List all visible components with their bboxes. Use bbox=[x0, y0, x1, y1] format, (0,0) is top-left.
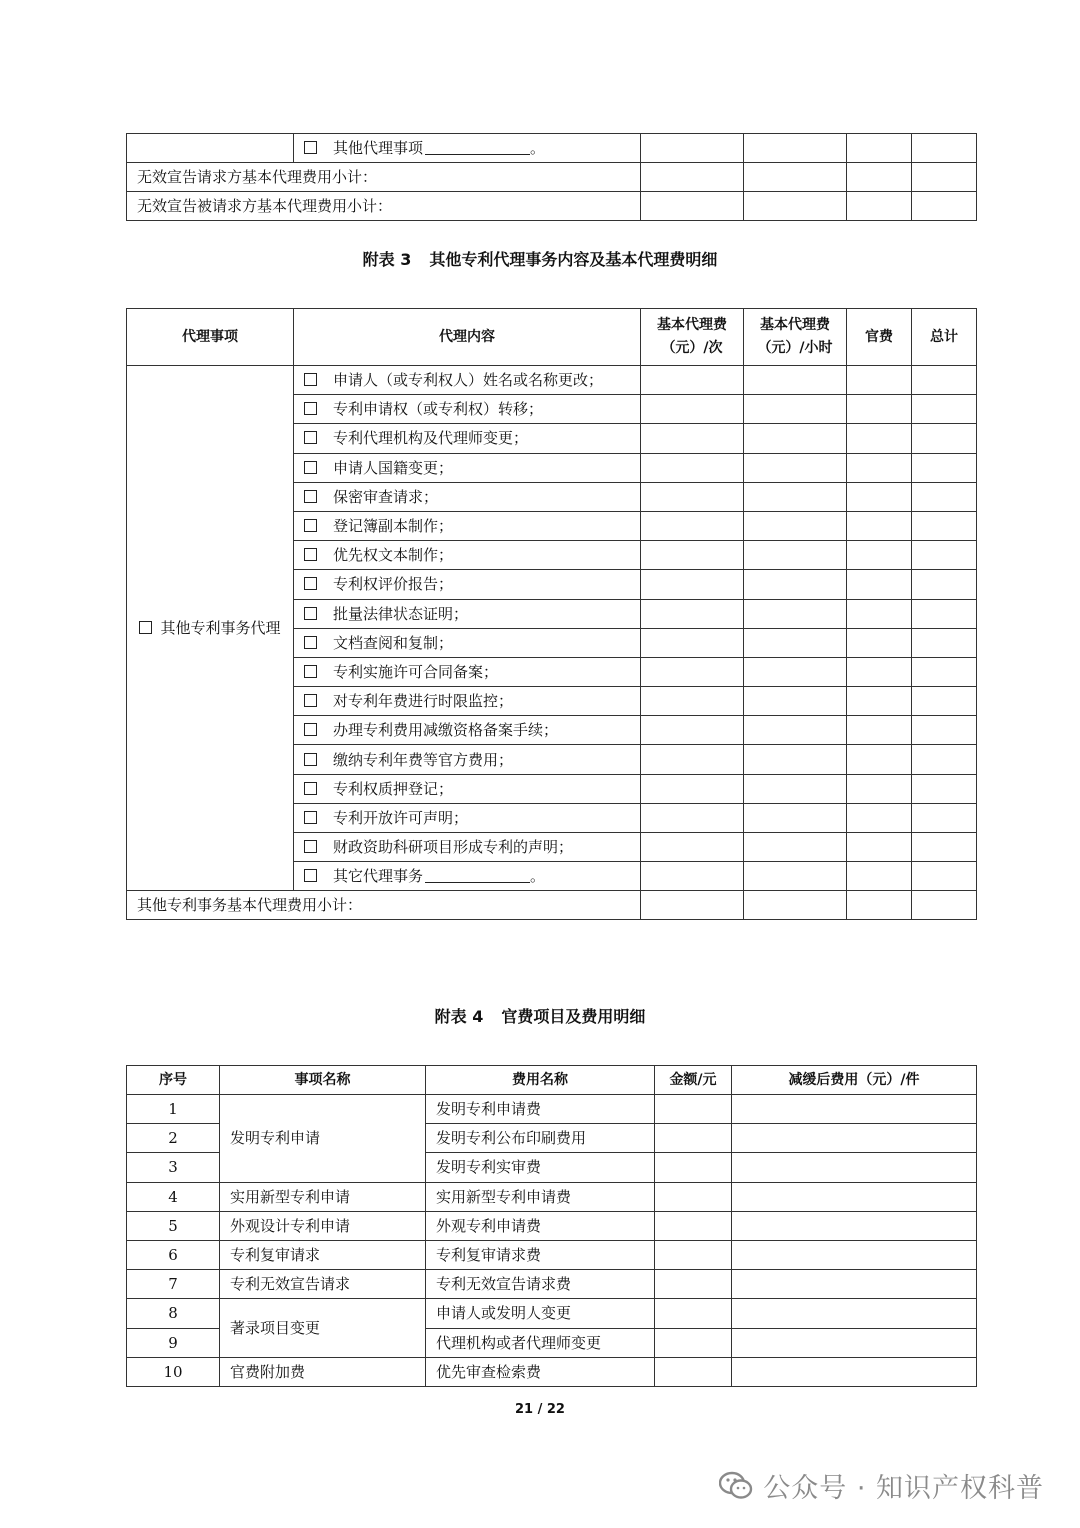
service-item-label: 其它代理事务 bbox=[333, 867, 424, 886]
fill-blank[interactable] bbox=[425, 140, 530, 155]
fee-cell bbox=[641, 687, 744, 716]
checkbox-icon[interactable] bbox=[304, 723, 317, 736]
fee-cell bbox=[912, 628, 977, 657]
wechat-icon bbox=[719, 1471, 753, 1501]
service-item-cell bbox=[294, 482, 641, 511]
seq-cell: 7 bbox=[127, 1270, 220, 1299]
checkbox-icon[interactable] bbox=[304, 519, 317, 532]
fee-cell bbox=[744, 774, 847, 803]
fee-cell bbox=[641, 833, 744, 862]
fee-name-cell: 外观专利申请费 bbox=[426, 1211, 655, 1240]
table-row bbox=[127, 1211, 977, 1240]
amount-cell bbox=[655, 1328, 732, 1357]
fee-cell bbox=[641, 453, 744, 482]
checkbox-icon[interactable] bbox=[304, 753, 317, 766]
service-item-label: 批量法律状态证明； bbox=[333, 604, 469, 623]
fee-cell bbox=[912, 570, 977, 599]
checkbox-icon[interactable] bbox=[304, 840, 317, 853]
checkbox-icon[interactable] bbox=[304, 490, 317, 503]
fee-cell bbox=[847, 599, 912, 628]
amount-cell bbox=[655, 1153, 732, 1182]
fee-cell bbox=[744, 366, 847, 395]
fee-cell bbox=[912, 774, 977, 803]
table4-official-fees bbox=[126, 1065, 977, 1387]
fee-cell bbox=[744, 570, 847, 599]
table-row bbox=[127, 1182, 977, 1211]
reduced-fee-cell bbox=[732, 1124, 977, 1153]
fee-cell bbox=[847, 687, 912, 716]
fee-cell bbox=[641, 774, 744, 803]
service-item-label: 缴纳专利年费等官方费用； bbox=[333, 750, 514, 769]
service-item-label: 财政资助科研项目形成专利的声明； bbox=[333, 838, 574, 857]
fee-cell bbox=[847, 657, 912, 686]
fee-cell bbox=[912, 862, 977, 891]
fee-cell bbox=[847, 482, 912, 511]
fee-cell bbox=[641, 511, 744, 540]
page-number: 21 / 22 bbox=[515, 1402, 565, 1417]
fee-cell bbox=[847, 745, 912, 774]
watermark: 公众号 · 知识产权科普 bbox=[719, 1466, 1044, 1505]
matter-cell: 官费附加费 bbox=[220, 1357, 426, 1386]
amount-cell bbox=[655, 1182, 732, 1211]
requester-subtotal-label: 无效宣告请求方基本代理费用小计： bbox=[127, 163, 641, 192]
fee-cell bbox=[744, 395, 847, 424]
checkbox-icon[interactable] bbox=[304, 665, 317, 678]
fee-cell bbox=[912, 599, 977, 628]
header-service-content: 代理内容 bbox=[294, 309, 641, 366]
fee-cell bbox=[847, 511, 912, 540]
fee-cell bbox=[641, 657, 744, 686]
service-item-label: 申请人（或专利权人）姓名或名称更改； bbox=[333, 371, 604, 390]
service-item-cell bbox=[294, 511, 641, 540]
category-label: 其他专利事务代理 bbox=[160, 618, 281, 637]
fee-cell bbox=[912, 657, 977, 686]
table-row bbox=[127, 134, 977, 163]
fee-cell bbox=[641, 366, 744, 395]
header-fee-per-hour: 基本代理费 （元）/小时 bbox=[744, 309, 847, 366]
fee-cell bbox=[641, 570, 744, 599]
checkbox-icon[interactable] bbox=[304, 402, 317, 415]
fee-cell bbox=[744, 628, 847, 657]
service-item-cell: 其它代理事务 。 bbox=[294, 862, 641, 891]
matter-cell: 专利无效宣告请求 bbox=[220, 1270, 426, 1299]
fee-cell bbox=[744, 599, 847, 628]
fee-cell bbox=[912, 833, 977, 862]
fee-cell bbox=[912, 395, 977, 424]
fee-cell bbox=[744, 453, 847, 482]
fee-name-cell: 申请人或发明人变更 bbox=[426, 1299, 655, 1328]
table-row bbox=[127, 1299, 977, 1328]
service-item-label: 申请人国籍变更； bbox=[333, 458, 454, 477]
header-fee-name: 费用名称 bbox=[426, 1066, 655, 1095]
table-header-row bbox=[127, 1066, 977, 1095]
seq-cell: 9 bbox=[127, 1328, 220, 1357]
table4-title: 附表 4 官费项目及费用明细 bbox=[434, 1007, 646, 1026]
reduced-fee-cell bbox=[732, 1270, 977, 1299]
checkbox-icon[interactable] bbox=[304, 636, 317, 649]
fee-cell bbox=[912, 453, 977, 482]
fee-cell bbox=[641, 628, 744, 657]
fee-cell bbox=[744, 687, 847, 716]
table-row bbox=[127, 1357, 977, 1386]
fee-cell bbox=[744, 657, 847, 686]
header-service-item: 代理事项 bbox=[127, 309, 294, 366]
invalidation-fee-table-continued bbox=[126, 133, 977, 221]
table-row bbox=[127, 192, 977, 221]
fee-name-cell: 优先审查检索费 bbox=[426, 1357, 655, 1386]
service-item-cell bbox=[294, 628, 641, 657]
category-cell bbox=[127, 366, 294, 891]
service-item-cell bbox=[294, 657, 641, 686]
fee-cell bbox=[744, 745, 847, 774]
amount-cell bbox=[655, 1211, 732, 1240]
reduced-fee-cell bbox=[732, 1182, 977, 1211]
fee-cell bbox=[912, 541, 977, 570]
fee-cell bbox=[744, 716, 847, 745]
amount-cell bbox=[655, 1095, 732, 1124]
service-item-cell bbox=[294, 395, 641, 424]
header-seq: 序号 bbox=[127, 1066, 220, 1095]
reduced-fee-cell bbox=[732, 1299, 977, 1328]
amount-cell bbox=[655, 1240, 732, 1269]
service-item-label: 专利开放许可声明； bbox=[333, 808, 469, 827]
fee-name-cell: 发明专利实审费 bbox=[426, 1153, 655, 1182]
service-item-cell bbox=[294, 687, 641, 716]
fee-name-cell: 专利复审请求费 bbox=[426, 1240, 655, 1269]
amount-cell bbox=[655, 1299, 732, 1328]
matter-cell: 外观设计专利申请 bbox=[220, 1211, 426, 1240]
checkbox-icon[interactable] bbox=[304, 461, 317, 474]
header-matter: 事项名称 bbox=[220, 1066, 426, 1095]
service-item-label: 专利实施许可合同备案； bbox=[333, 662, 499, 681]
table3-other-patent-services bbox=[126, 308, 977, 920]
fee-cell bbox=[744, 482, 847, 511]
table4-body bbox=[127, 1095, 977, 1387]
matter-cell: 著录项目变更 bbox=[220, 1299, 426, 1357]
checkbox-icon[interactable] bbox=[304, 869, 317, 882]
fee-cell bbox=[641, 424, 744, 453]
fee-cell bbox=[744, 862, 847, 891]
fee-cell bbox=[912, 482, 977, 511]
fee-cell bbox=[641, 803, 744, 832]
service-item-label: 登记簿副本制作； bbox=[333, 517, 454, 536]
seq-cell: 10 bbox=[127, 1357, 220, 1386]
service-item-cell bbox=[294, 541, 641, 570]
checkbox-icon[interactable] bbox=[304, 811, 317, 824]
fee-cell bbox=[744, 803, 847, 832]
fee-cell bbox=[847, 774, 912, 803]
checkbox-icon[interactable] bbox=[304, 607, 317, 620]
matter-cell: 专利复审请求 bbox=[220, 1240, 426, 1269]
reduced-fee-cell bbox=[732, 1328, 977, 1357]
fee-cell bbox=[847, 424, 912, 453]
fee-cell bbox=[847, 891, 912, 920]
fee-cell bbox=[847, 803, 912, 832]
service-item-cell bbox=[294, 833, 641, 862]
fee-cell bbox=[847, 366, 912, 395]
table-row bbox=[127, 1270, 977, 1299]
service-item-label: 保密审查请求； bbox=[333, 487, 439, 506]
service-item-label: 专利申请权（或专利权）转移； bbox=[333, 400, 544, 419]
reduced-fee-cell bbox=[732, 1095, 977, 1124]
fee-cell bbox=[847, 862, 912, 891]
seq-cell: 4 bbox=[127, 1182, 220, 1211]
fee-cell bbox=[641, 599, 744, 628]
table-row bbox=[127, 1240, 977, 1269]
table3-body bbox=[127, 366, 977, 920]
fee-cell bbox=[641, 716, 744, 745]
seq-cell: 5 bbox=[127, 1211, 220, 1240]
checkbox-icon[interactable] bbox=[304, 577, 317, 590]
seq-cell: 3 bbox=[127, 1153, 220, 1182]
table-header-row bbox=[127, 309, 977, 366]
fee-cell bbox=[641, 541, 744, 570]
table-row bbox=[127, 366, 977, 395]
checkbox-icon[interactable] bbox=[304, 141, 317, 154]
fee-name-cell: 实用新型专利申请费 bbox=[426, 1182, 655, 1211]
fee-cell bbox=[744, 424, 847, 453]
fee-cell bbox=[847, 453, 912, 482]
fee-cell bbox=[744, 833, 847, 862]
service-item-cell bbox=[294, 599, 641, 628]
service-item-cell bbox=[294, 774, 641, 803]
fee-cell bbox=[847, 628, 912, 657]
fee-cell bbox=[847, 541, 912, 570]
fee-cell bbox=[912, 511, 977, 540]
amount-cell bbox=[655, 1124, 732, 1153]
table-row bbox=[127, 163, 977, 192]
checkbox-icon[interactable] bbox=[304, 431, 317, 444]
reduced-fee-cell bbox=[732, 1240, 977, 1269]
amount-cell bbox=[655, 1357, 732, 1386]
table-row bbox=[127, 1095, 977, 1124]
amount-cell bbox=[655, 1270, 732, 1299]
fee-cell bbox=[912, 424, 977, 453]
other-item-cell: 其他代理事项 。 bbox=[294, 134, 641, 163]
fee-cell bbox=[912, 803, 977, 832]
checkbox-icon[interactable] bbox=[139, 621, 152, 634]
table3-title: 附表 3 其他专利代理事务内容及基本代理费明细 bbox=[362, 250, 718, 269]
fee-cell bbox=[847, 395, 912, 424]
service-item-cell bbox=[294, 453, 641, 482]
fee-cell bbox=[641, 395, 744, 424]
service-item-cell bbox=[294, 366, 641, 395]
service-item-label: 对专利年费进行时限监控； bbox=[333, 692, 514, 711]
service-item-label: 专利代理机构及代理师变更； bbox=[333, 429, 529, 448]
fee-cell bbox=[641, 862, 744, 891]
fee-name-cell: 发明专利公布印刷费用 bbox=[426, 1124, 655, 1153]
fee-cell bbox=[912, 366, 977, 395]
fee-cell bbox=[912, 687, 977, 716]
header-total: 总计 bbox=[912, 309, 977, 366]
reduced-fee-cell bbox=[732, 1357, 977, 1386]
fee-name-cell: 代理机构或者代理师变更 bbox=[426, 1328, 655, 1357]
service-item-cell bbox=[294, 424, 641, 453]
service-item-label: 专利权质押登记； bbox=[333, 779, 454, 798]
fee-name-cell: 专利无效宣告请求费 bbox=[426, 1270, 655, 1299]
fee-cell bbox=[912, 745, 977, 774]
fee-cell bbox=[912, 891, 977, 920]
subtotal-label: 其他专利事务基本代理费用小计： bbox=[127, 891, 641, 920]
checkbox-icon[interactable] bbox=[304, 548, 317, 561]
fee-cell bbox=[641, 482, 744, 511]
fee-name-cell: 发明专利申请费 bbox=[426, 1095, 655, 1124]
header-fee-per-time: 基本代理费 （元）/次 bbox=[641, 309, 744, 366]
fee-cell bbox=[641, 745, 744, 774]
subtotal-row bbox=[127, 891, 977, 920]
seq-cell: 2 bbox=[127, 1124, 220, 1153]
fill-blank[interactable] bbox=[425, 868, 530, 883]
header-official-fee: 官费 bbox=[847, 309, 912, 366]
seq-cell: 8 bbox=[127, 1299, 220, 1328]
fee-cell bbox=[744, 511, 847, 540]
fee-cell bbox=[912, 716, 977, 745]
fee-cell bbox=[641, 891, 744, 920]
fee-cell bbox=[744, 891, 847, 920]
checkbox-icon[interactable] bbox=[304, 782, 317, 795]
service-item-label: 优先权文本制作； bbox=[333, 546, 454, 565]
fee-cell bbox=[847, 570, 912, 599]
service-item-label: 专利权评价报告； bbox=[333, 575, 454, 594]
checkbox-icon[interactable] bbox=[304, 694, 317, 707]
seq-cell: 1 bbox=[127, 1095, 220, 1124]
checkbox-icon[interactable] bbox=[304, 373, 317, 386]
service-item-label: 文档查阅和复制； bbox=[333, 633, 454, 652]
service-item-label: 办理专利费用减缴资格备案手续； bbox=[333, 721, 559, 740]
respondent-subtotal-label: 无效宣告被请求方基本代理费用小计： bbox=[127, 192, 641, 221]
reduced-fee-cell bbox=[732, 1153, 977, 1182]
seq-cell: 6 bbox=[127, 1240, 220, 1269]
matter-cell: 实用新型专利申请 bbox=[220, 1182, 426, 1211]
fee-cell bbox=[744, 541, 847, 570]
header-amount: 金额/元 bbox=[655, 1066, 732, 1095]
matter-cell: 发明专利申请 bbox=[220, 1095, 426, 1183]
header-reduced-fee: 减缓后费用（元）/件 bbox=[732, 1066, 977, 1095]
fee-cell bbox=[847, 716, 912, 745]
service-item-cell bbox=[294, 803, 641, 832]
service-item-cell bbox=[294, 716, 641, 745]
reduced-fee-cell bbox=[732, 1211, 977, 1240]
service-item-cell bbox=[294, 570, 641, 599]
service-item-cell bbox=[294, 745, 641, 774]
fee-cell bbox=[847, 833, 912, 862]
